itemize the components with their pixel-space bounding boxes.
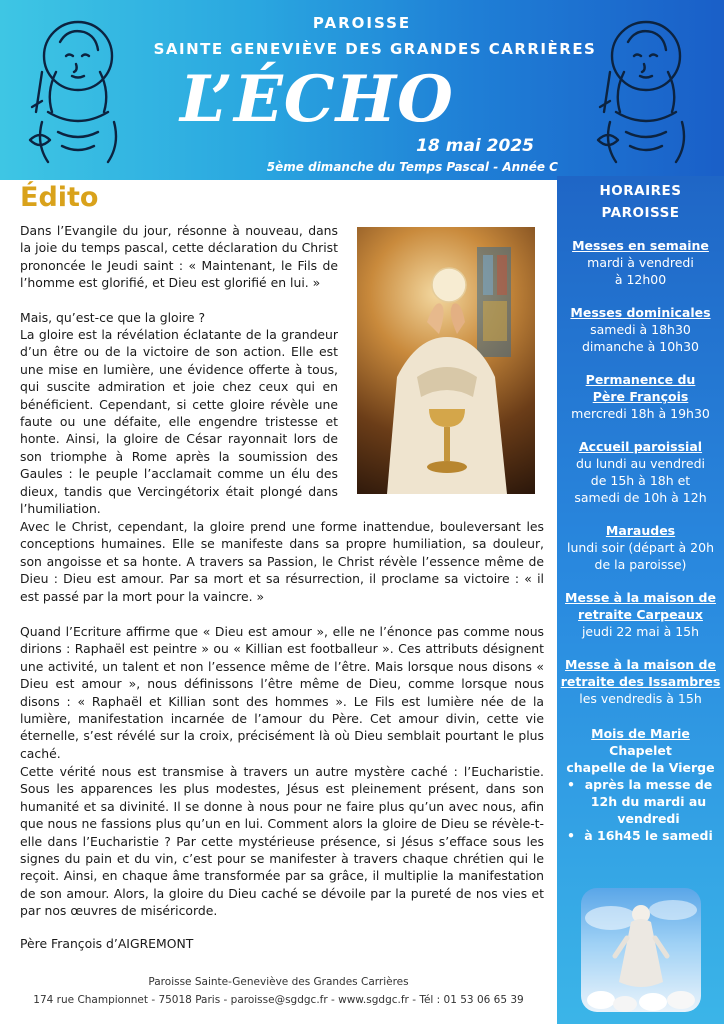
schedule-heading: Accueil paroissial xyxy=(578,439,703,454)
schedule-accueil xyxy=(557,438,724,506)
edito-paragraph: La gloire est la révélation éclatante de la grandeur d’un être ou de la victoire de son action. Elle est une mise en lumière, une évidence offerte à tous, qui suscite admiration et joie chez ceux qui en bénéficient. Cependant, si cette gloire révèle une faute ou une défaite, elle engendre tristesse et honte. Ainsi, la gloire de César rayonnait lors de son triomphe à Rome après la soumission des Gaules : le peuple l’acclamait comme un élu des dieux, tandis que Vercingétorix était plongé dans l’humiliation. xyxy=(20,327,338,517)
virgin-mary-image xyxy=(581,888,701,1012)
schedule-heading: Messe à la maison de xyxy=(565,590,716,605)
schedule-pere-francois xyxy=(557,371,724,422)
schedule-sunday-masses xyxy=(557,304,724,355)
edito-intro xyxy=(20,222,338,518)
issue-date: 18 mai 2025 xyxy=(416,136,534,156)
schedule-line: de la paroisse) xyxy=(594,557,687,572)
header-banner xyxy=(0,0,724,180)
schedule-line: mercredi 18h à 19h30 xyxy=(571,406,710,421)
footer-parish-name: Paroisse Sainte-Geneviève des Grandes Carrières xyxy=(148,976,409,988)
footer-contact: 174 rue Championnet - 75018 Paris - paroisse@sgdgc.fr - www.sgdgc.fr - Tél : 01 53 06 65 39 xyxy=(33,994,524,1006)
mois-de-marie xyxy=(557,725,724,844)
mois-line: chapelle de la Vierge xyxy=(566,760,715,775)
parish-label: PAROISSE xyxy=(312,14,412,32)
newsletter-title: L’ÉCHO xyxy=(180,62,454,137)
eucharist-photo xyxy=(357,227,535,494)
list-item: • à 16h45 le samedi xyxy=(567,827,718,844)
edito-question: Mais, qu’est-ce que la gloire ? xyxy=(20,309,206,325)
schedule-line: à 12h00 xyxy=(614,272,667,287)
eucharist-illustration xyxy=(357,227,535,494)
edito-paragraph: Dans l’Evangile du jour, résonne à nouveau, dans la joie du temps pascal, cette déclaration du Christ prononcée le Jeudi saint : « Maintenant, le Fils de l’homme est glorifié, et Dieu est glorifié en lui. » xyxy=(20,223,338,291)
schedule-line: samedi de 10h à 12h xyxy=(574,490,707,505)
edito-paragraph-block xyxy=(20,763,544,920)
schedule-heading: Père François xyxy=(592,389,689,404)
liturgical-subtitle: 5ème dimanche du Temps Pascal - Année C xyxy=(266,160,558,174)
mois-line: Chapelet xyxy=(609,743,672,758)
sidebar-title-line: PAROISSE xyxy=(601,205,680,221)
schedule-line: dimanche à 10h30 xyxy=(582,339,699,354)
edito-signature: Père François d’AIGREMONT xyxy=(20,936,194,951)
schedule-heading: Messes dominicales xyxy=(570,305,711,320)
edito-paragraph-block xyxy=(20,518,544,605)
schedule-carpeaux xyxy=(557,589,724,640)
edito-paragraph: Cette vérité nous est transmise à travers un autre mystère caché : l’Eucharistie. Sous les apparences les plus modestes, Jésus est pleinement présent, dans son humanité et sa divinité. Il se donne à nous pour ne faire plus qu’un avec nous, afin que nous ne fassions plus qu’un en lui. Comment alors la gloire de Dieu se révèle-t-elle dans l’Eucharistie ? Par cette mystérieuse présence, si Jésus s’efface sous les signes du pain et du vin, c’est pour se manifester à travers chaque chrétien qui le reçoit. Ainsi, en chaque âme transformée par sa grâce, il multiplie la manifestation de son amour. Alors, la gloire du Dieu caché se dévoile par la pureté de nos vies et par nos œuvres de miséricorde. xyxy=(20,764,544,919)
sidebar-title-line: HORAIRES xyxy=(599,183,682,199)
schedule-maraudes xyxy=(557,522,724,573)
saint-genevieve-illustration xyxy=(586,12,706,172)
schedule-line: jeudi 22 mai à 15h xyxy=(581,624,700,639)
mois-list xyxy=(557,776,724,844)
list-item: • après la messe de 12h du mardi au vendredi xyxy=(567,776,718,827)
schedule-weekday-masses xyxy=(557,237,724,288)
schedule-heading: Messe à la maison de xyxy=(565,657,716,672)
schedule-line: de 15h à 18h et xyxy=(590,473,691,488)
schedule-line: lundi soir (départ à 20h xyxy=(566,540,714,555)
virgin-mary-illustration xyxy=(581,888,701,1012)
mois-heading: Mois de Marie xyxy=(591,726,690,741)
schedule-heading: Maraudes xyxy=(605,523,676,538)
schedule-line: du lundi au vendredi xyxy=(576,456,705,471)
schedule-issambres xyxy=(557,656,724,707)
edito-heading: Édito xyxy=(20,182,99,213)
edito-paragraph-block xyxy=(20,623,544,762)
sidebar-title xyxy=(557,180,724,224)
schedule-heading: retraite des Issambres xyxy=(560,674,721,689)
schedule-line: mardi à vendredi xyxy=(587,255,694,270)
saint-genevieve-illustration xyxy=(18,12,138,172)
schedule-line: les vendredis à 15h xyxy=(579,691,702,706)
parish-name: SAINTE GENEVIÈVE DES GRANDES CARRIÈRES xyxy=(153,40,597,58)
edito-paragraph: Avec le Christ, cependant, la gloire prend une forme inattendue, bouleversant les conceptions humaines. Elle se manifeste dans sa propre humiliation, sa douleur, son angoisse et sa honte. A travers sa Passion, le Christ révèle l’essence même de Dieu : Dieu est amour. Par sa mort et sa résurrection, il proclame sa victoire : « il est passé par la mort pour la vaincre. » xyxy=(20,519,544,604)
schedule-sidebar xyxy=(557,176,724,1024)
schedule-line: samedi à 18h30 xyxy=(590,322,691,337)
schedule-heading: Permanence du xyxy=(585,372,696,387)
schedule-heading: retraite Carpeaux xyxy=(578,607,703,622)
edito-paragraph: Quand l’Ecriture affirme que « Dieu est amour », elle ne l’énonce pas comme nous dirions : Raphaël est peintre » ou « Killian est footballeur ». Ces attributs désignent une activité, un talent et non l’essence même de l’être. Mais lorsque nous disons « Dieu est amour », nous définissons l’être même de Dieu, comme lorsque nous disons : « Raphaël et Killian sont des hommes ». Le Fils est lumière née de la lumière, manifestation incarnée de l’amour du Père. Cet amour divin, cette vie éternelle, s’est révélé sur la croix, précisément là où Dieu semblait pourtant le plus caché. xyxy=(20,624,544,761)
schedule-heading: Messes en semaine xyxy=(572,238,709,253)
